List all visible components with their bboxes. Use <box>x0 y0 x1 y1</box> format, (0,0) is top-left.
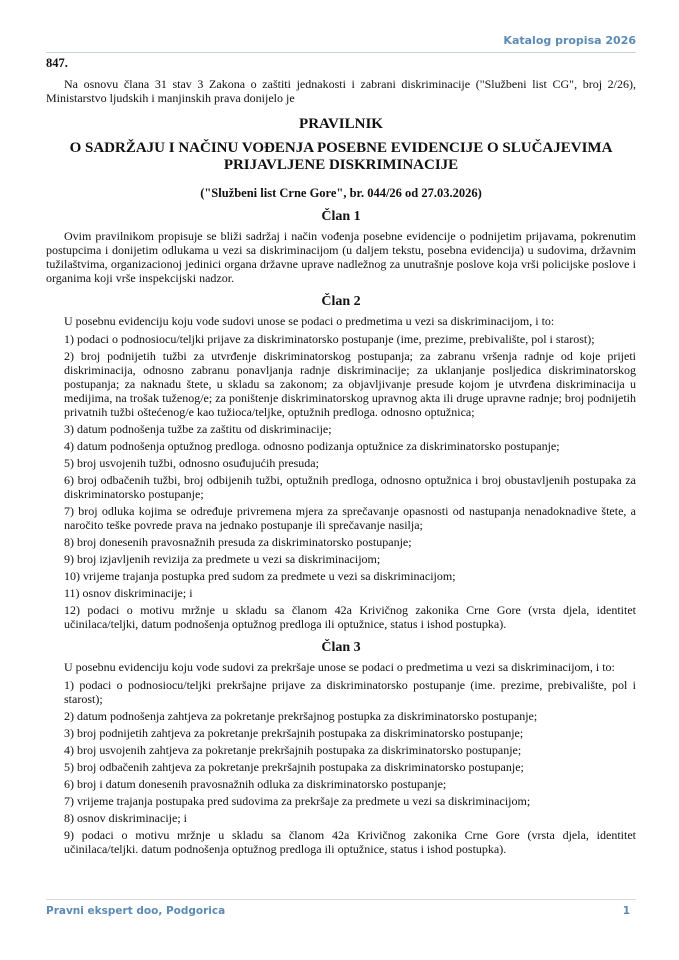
article-text: Ovim pravilnikom propisuje se bliži sadržaj i način vođenja posebne evidencije o podnijetim prijavama, pokrenutim postupcima i donijetim odlukama u vezi sa diskriminacijom (u daljem tekstu, posebna evidencija) u sudovima, državnim tužilaštvima, organizacionoj jedinici organa državne uprave nadležnog za unutrašnje poslove koja vrši policijske poslove i organima koji vrše inspekcijski nadzor. <box>46 229 636 285</box>
list-item: 4) broj usvojenih zahtjeva za pokretanje prekršajnih postupaka za diskriminatorsko postupanje; <box>64 743 522 757</box>
page-number: 1 <box>622 905 630 917</box>
document-body <box>46 56 636 859</box>
document-subtitle: O SADRŽAJU I NAČINU VOĐENJA POSEBNE EVIDENCIJE O SLUČAJEVIMA PRIJAVLJENE DISKRIMINACIJE <box>69 140 613 173</box>
list-item: 4) datum podnošenja optužnog predloga. odnosno podizanja optužnice za diskriminatorsko postupanje; <box>64 439 560 453</box>
article-intro: U posebnu evidenciju koju vode sudovi unose se podaci o predmetima u vezi sa diskriminacijom, i to: <box>64 314 555 328</box>
regulation-number: 847. <box>46 56 68 70</box>
list-item: 5) broj usvojenih tužbi, odnosno osuđujućih presuda; <box>64 456 319 470</box>
preamble: Na osnovu člana 31 stav 3 Zakona o zaštiti jednakosti i zabrani diskriminacije ("Službeni list CG", broj 2/26), Ministarstvo ljudskih i manjinskih prava donijelo je <box>46 77 636 105</box>
document-title: PRAVILNIK <box>299 116 383 132</box>
list-item: 2) broj podnijetih tužbi za utvrđenje diskriminatorskog postupanja; za zabranu vršenja radnje od koje prijeti diskriminacija, odnosno zabranu ponavljanja radnje diskriminacije; za uklanjanje posljedica diskriminatorskog postupanja; za naknadu štete, u skladu sa zakonom; za objavljivanje presude kojom je utvrđena diskriminacija u medijima, na trošak tuženog/e; za poništenje diskriminatorskog upravnog akta ili druge upravne radnje; broj podnijetih privatnih tužbi oštećenog/e kao tužioca/teljke, optužnih predloga. odnosno optužnica; <box>64 349 636 419</box>
article-heading: Član 2 <box>321 294 361 309</box>
gazette-reference: ("Službeni list Crne Gore", br. 044/26 od 27.03.2026) <box>200 186 482 200</box>
list-item: 6) broj odbačenih tužbi, broj odbijenih tužbi, optužnih predloga, odnosno optužnica i broj obustavljenih postupaka za diskriminatorsko postupanje; <box>64 473 636 501</box>
list-item: 9) broj izjavljenih revizija za predmete u vezi sa diskriminacijom; <box>64 552 381 566</box>
catalog-title: Katalog propisa 2026 <box>503 34 636 47</box>
list-item: 6) broj i datum donesenih pravosnažnih odluka za diskriminatorsko postupanje; <box>64 777 447 791</box>
list-item: 7) vrijeme trajanja postupaka pred sudovima za prekršaje za predmete u vezi sa diskriminacijom; <box>64 794 531 808</box>
article-heading: Član 1 <box>321 209 361 224</box>
page-footer <box>46 899 636 917</box>
list-item: 10) vrijeme trajanja postupka pred sudom za predmete u vezi sa diskriminacijom; <box>64 569 456 583</box>
list-item: 8) osnov diskriminacije; i <box>64 811 187 825</box>
list-item: 9) podaci o motivu mržnje u skladu sa članom 42a Krivičnog zakonika Crne Gore (vrsta djela, identitet učinilaca/teljki. datum podnošenja optužnog predloga ili optužnice, status i ishod postupka). <box>64 828 636 856</box>
page-header <box>46 34 636 53</box>
list-item: 2) datum podnošenja zahtjeva za pokretanje prekršajnog postupka za diskriminatorsko postupanje; <box>64 709 538 723</box>
list-item: 3) broj podnijetih zahtjeva za pokretanje prekršajnih postupaka za diskriminatorsko postupanje; <box>64 726 524 740</box>
article-intro: U posebnu evidenciju koju vode sudovi za prekršaje unose se podaci o predmetima u vezi sa diskriminacijom, i to: <box>64 660 615 674</box>
list-item: 3) datum podnošenja tužbe za zaštitu od diskriminacije; <box>64 422 332 436</box>
list-item: 8) broj donesenih pravosnažnih presuda za diskriminatorsko postupanje; <box>64 535 412 549</box>
list-item: 1) podaci o podnosiocu/teljki prekršajne prijave za diskriminatorsko postupanje (ime. prezime, prebivalište, pol i starost); <box>64 678 636 706</box>
list-item: 1) podaci o podnosiocu/teljki prijave za diskriminatorsko postupanje (ime, prezime, prebivalište, pol i starost); <box>64 332 595 346</box>
article-heading: Član 3 <box>321 640 361 655</box>
list-item: 7) broj odluka kojima se određuje privremena mjera za sprečavanje opasnosti od nastupanja nenadoknadive štete, a naročito teške povrede prava na jednako postupanje ili sprečavanje nasilja; <box>64 504 636 532</box>
list-item: 11) osnov diskriminacije; i <box>64 586 193 600</box>
list-item: 12) podaci o motivu mržnje u skladu sa članom 42a Krivičnog zakonika Crne Gore (vrsta djela, identitet učinilaca/teljki, datum podnošenja optužnog predloga ili optužnice, status i ishod postupka). <box>64 603 636 631</box>
publisher-name: Pravni ekspert doo, Podgorica <box>46 905 226 917</box>
list-item: 5) broj odbačenih zahtjeva za pokretanje prekršajnih postupaka za diskriminatorsko postupanje; <box>64 760 524 774</box>
